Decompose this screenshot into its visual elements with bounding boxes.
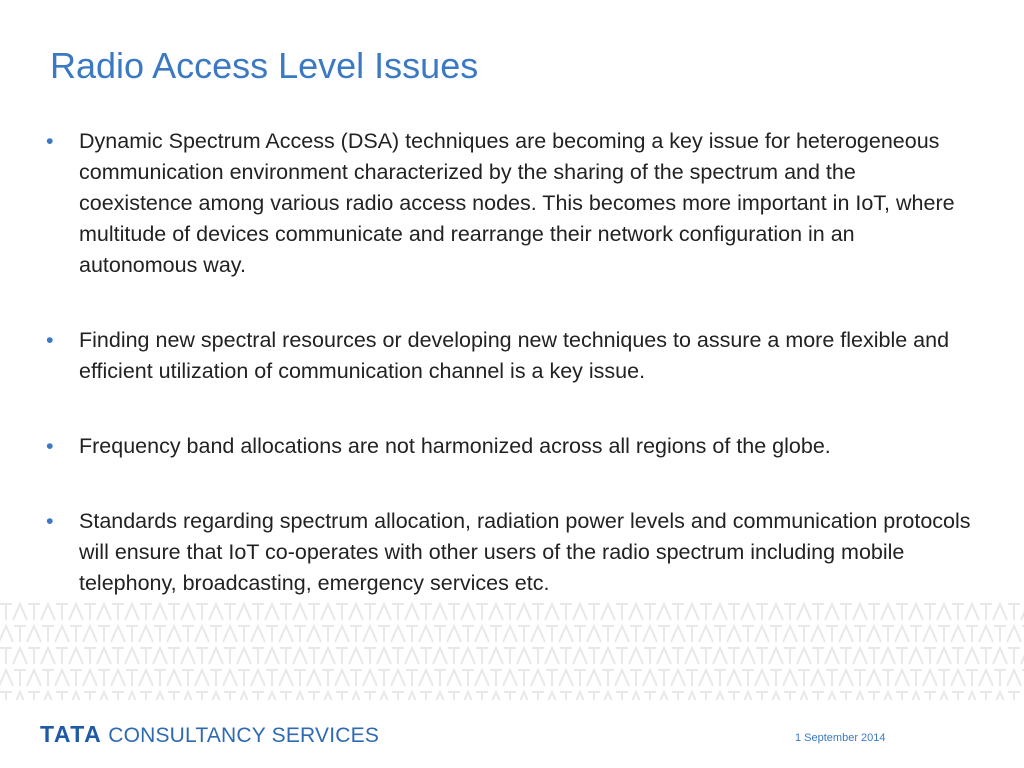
bullet-text: Frequency band allocations are not harmonized across all regions of the globe. — [79, 434, 831, 458]
bullet-dot-icon: • — [46, 129, 54, 153]
bullet-item — [46, 431, 974, 462]
logo-brand: TATA — [40, 721, 103, 747]
slide-title: Radio Access Level Issues — [50, 45, 479, 86]
bullet-item — [46, 325, 974, 387]
bullet-text: Standards regarding spectrum allocation, radiation power levels and communication protocols will ensure that IoT co-operates with other users of the radio spectrum including mobile telephony, broadcasting, emergency services etc. — [79, 509, 971, 595]
bullet-item — [46, 126, 974, 281]
bullet-text: Dynamic Spectrum Access (DSA) techniques are becoming a key issue for heterogeneous communication environment characterized by the sharing of the spectrum and the coexistence among various radio access nodes. This becomes more important in IoT, where multitude of devices communicate and rearrange their network configuration in an autonomous way. — [79, 129, 955, 277]
bullet-item — [46, 506, 974, 599]
bullet-dot-icon: • — [46, 509, 54, 533]
slide-date: 1 September 2014 — [795, 732, 886, 744]
bullet-dot-icon: • — [46, 434, 54, 458]
logo-company: CONSULTANCY SERVICES — [108, 724, 380, 747]
bullet-dot-icon: • — [46, 328, 54, 352]
bullet-list — [46, 126, 974, 643]
company-logo — [40, 722, 379, 748]
bullet-text: Finding new spectral resources or developing new techniques to assure a more flexible and efficient utilization of communication channel is a key issue. — [79, 328, 950, 383]
